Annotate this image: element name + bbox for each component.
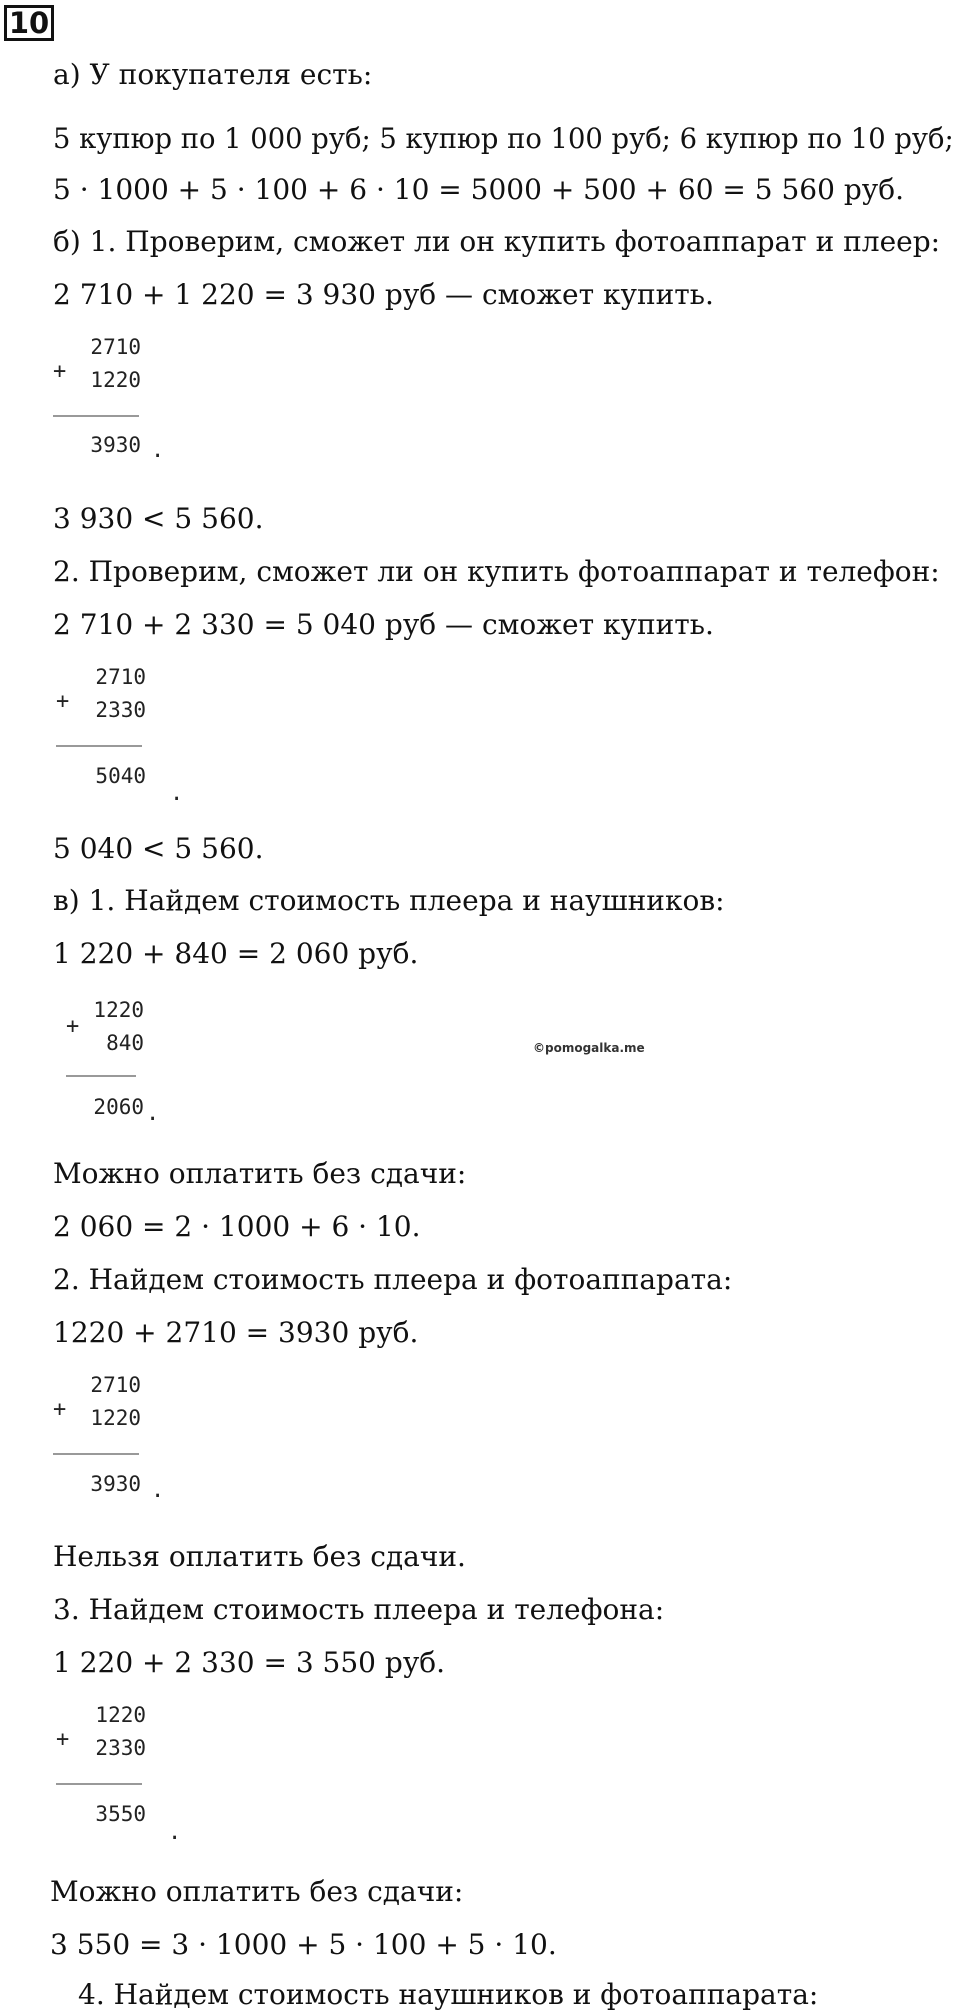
problem-number-badge: 10	[4, 5, 54, 41]
text-line: а) У покупателя есть:	[53, 58, 373, 91]
text-line: 1 220 + 2 330 = 3 550 руб.	[53, 1646, 446, 1679]
text-line: 3. Найдем стоимость плеера и телефона:	[53, 1593, 665, 1626]
text-line: 2 710 + 2 330 = 5 040 руб — сможет купить.	[53, 608, 714, 641]
text-line: 2 060 = 2 · 1000 + 6 · 10.	[53, 1210, 421, 1243]
text-line: Нельзя оплатить без сдачи.	[53, 1540, 466, 1573]
text-line: Можно оплатить без сдачи:	[50, 1875, 464, 1908]
text-line: Можно оплатить без сдачи:	[53, 1157, 467, 1190]
text-line: б) 1. Проверим, сможет ли он купить фотоаппарат и плеер:	[53, 225, 941, 258]
text-line: 1220 + 2710 = 3930 руб.	[53, 1316, 419, 1349]
column-addition-1: + 2710 1220 3930 .	[53, 335, 165, 463]
text-line: 4. Найдем стоимость наушников и фотоаппарата:	[78, 1978, 819, 2011]
text-line: 2. Проверим, сможет ли он купить фотоаппарат и телефон:	[53, 555, 940, 588]
text-line: 3 550 = 3 · 1000 + 5 · 100 + 5 · 10.	[50, 1928, 557, 1961]
watermark: ©pomogalka.me	[533, 1041, 645, 1055]
text-line: 2. Найдем стоимость плеера и фотоаппарата:	[53, 1263, 733, 1296]
text-line: 5 040 < 5 560.	[53, 832, 264, 865]
column-addition-3: + 1220 840 2060 .	[66, 998, 160, 1126]
column-addition-5: + 1220 2330 3550 .	[56, 1703, 182, 1845]
text-line: 5 купюр по 1 000 руб; 5 купюр по 100 руб; 6 купюр по 10 руб;	[53, 122, 954, 155]
text-line: 3 930 < 5 560.	[53, 502, 264, 535]
column-addition-2: + 2710 2330 5040 .	[56, 665, 184, 806]
text-line: 2 710 + 1 220 = 3 930 руб — сможет купить.	[53, 278, 714, 311]
text-line: 5 · 1000 + 5 · 100 + 6 · 10 = 5000 + 500 + 60 = 5 560 руб.	[53, 173, 904, 206]
column-addition-4: + 2710 1220 3930 .	[53, 1373, 165, 1503]
text-line: в) 1. Найдем стоимость плеера и наушников:	[53, 884, 725, 917]
text-line: 1 220 + 840 = 2 060 руб.	[53, 937, 419, 970]
